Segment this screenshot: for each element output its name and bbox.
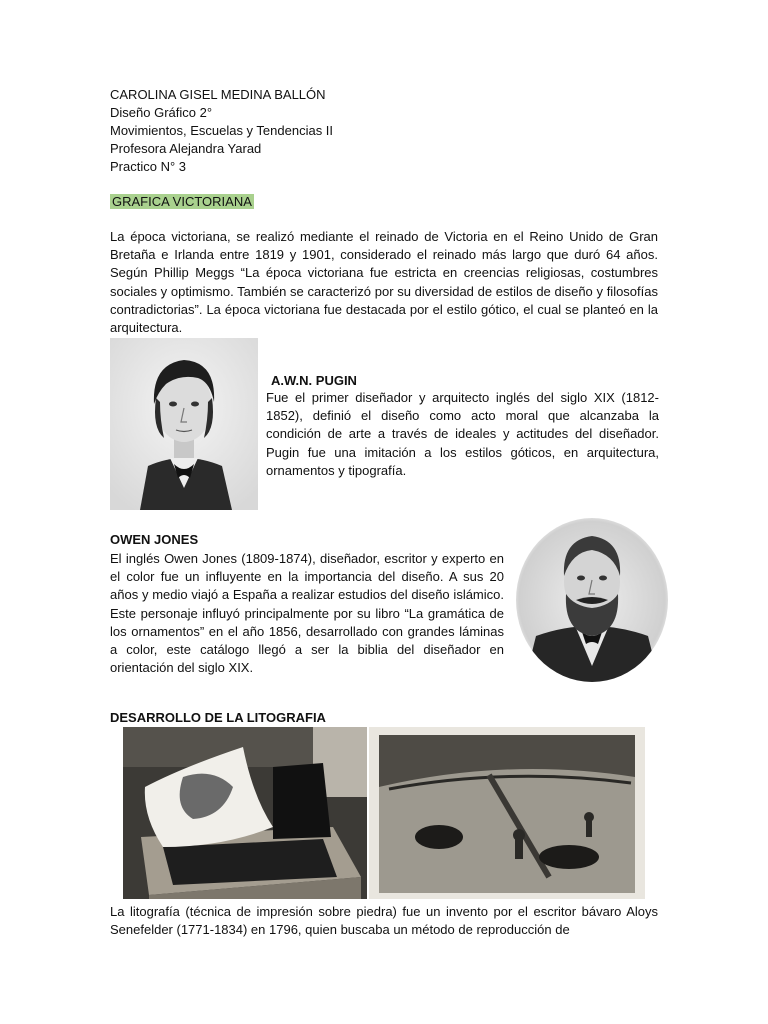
pugin-portrait bbox=[110, 338, 258, 510]
pugin-title: A.W.N. PUGIN bbox=[271, 373, 357, 388]
pugin-paragraph: Fue el primer diseñador y arquitecto inglés del siglo XIX (1812-1852), definió el diseño como acto moral que alcanzaba la condición de arte a través de ideales y actitudes del diseñador. Pugin fue una imitación a los estilos góticos, en arquitectura, ornamentos y tipografía. bbox=[266, 390, 659, 478]
section-title bbox=[110, 193, 254, 211]
jones-paragraph: El inglés Owen Jones (1809-1874), diseñador, escritor y experto en el color fue un influyente en la importancia del diseño. A sus 20 años y medio viajó a España a realizar estudios del diseño islámico. Este personaje influyó principalmente por su libro “La gramática de los ornamentos” en el año 1856, desarrollado con grandes láminas a color, este catálogo llegó a ser la biblia del diseñador en orientación del siglo XIX. bbox=[110, 551, 504, 676]
litho-bullfight-print bbox=[369, 727, 645, 899]
jones-title: OWEN JONES bbox=[110, 532, 199, 547]
teacher-line: Profesora Alejandra Yarad bbox=[110, 141, 262, 156]
subject-line: Movimientos, Escuelas y Tendencias II bbox=[110, 123, 334, 138]
intro-paragraph: La época victoriana, se realizó mediante el reinado de Victoria en el Reino Unido de Gran Bretaña e Irlanda entre 1819 y 1901, considerado el reinado más largo que duró 64 años. Según Phillip Meggs “La época victoriana fue estricta en creencias religiosas, costumbres sociales y optimismo. También se caracterizó por su diversidad de estilos de diseño y filosofías contradictorias”. La época victoriana fue destacada por el estilo gótico, el cual se planteó en la arquitectura. bbox=[110, 229, 658, 336]
course-line: Diseño Gráfico 2° bbox=[110, 105, 213, 120]
author-name: CAROLINA GISEL MEDINA BALLÓN bbox=[110, 87, 326, 102]
litho-paragraph: La litografía (técnica de impresión sobre piedra) fue un invento por el escritor bávaro Aloys Senefelder (1771-1834) en 1796, quien buscaba un método de reproducción de bbox=[110, 904, 658, 938]
jones-portrait bbox=[514, 516, 670, 684]
litho-title: DESARROLLO DE LA LITOGRAFIA bbox=[110, 710, 326, 725]
section-title-highlight: GRAFICA VICTORIANA bbox=[112, 194, 252, 209]
litho-stone-photo bbox=[123, 727, 367, 899]
practice-line: Practico N° 3 bbox=[110, 159, 187, 174]
